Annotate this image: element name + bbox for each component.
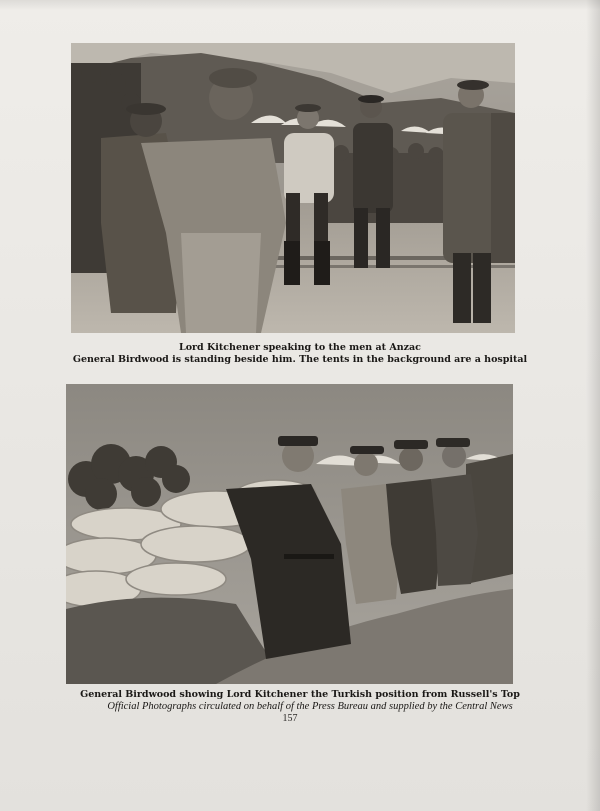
photo-russells-top [66,384,513,684]
caption-russells-top: General Birdwood showing Lord Kitchener the Turkish position from Russell's Top [80,689,520,700]
photo-kitchener-at-anzac [71,43,515,333]
page-edge-shadow [586,0,600,811]
page-number: 157 [282,713,298,724]
page-top-edge [0,0,600,10]
caption-birdwood-hospital: General Birdwood is standing beside him. The tents in the background are a hospital [72,354,528,365]
photo-credit: Official Photographs circulated on behalf of the Press Bureau and supplied by the Central News [107,701,513,712]
caption-kitchener-anzac: Lord Kitchener speaking to the men at Anzac [179,342,421,353]
